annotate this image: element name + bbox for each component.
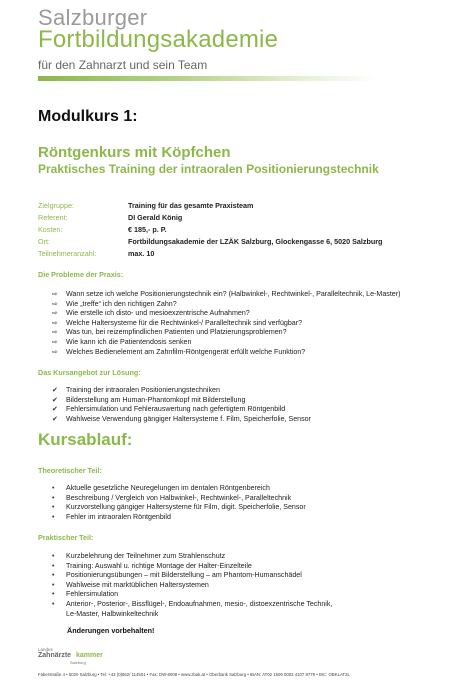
- logo-gradient-bar: [38, 76, 378, 81]
- list-item: ⇨ Wann setze ich welche Positionierungstechnik ein? (Halbwinkel-, Rechtwinkel-, Paralleltechnik, Le-Master): [52, 290, 401, 298]
- info-row-teilnehmeranzahl: [38, 248, 458, 260]
- logo-line-salzburger: Salzburger: [38, 5, 148, 30]
- list-item: ✔ Fehlersimulation und Fehlerauswertung nach gefertigtem Röntgenbild: [52, 405, 286, 414]
- arrow-icon: ⇨: [52, 300, 58, 308]
- info-value: max. 10: [128, 249, 155, 258]
- theory-heading: Theoretischer Teil:: [38, 466, 102, 475]
- list-item: ✔ Training der intraoralen Positionierungstechniken: [52, 386, 220, 394]
- list-item: • Wahlweise mit marktüblichen Haltersystemen: [52, 580, 209, 589]
- list-item: • Fehler im intraoralen Röntgenbild: [52, 512, 171, 521]
- list-item: ⇨ Welches Bedienelement am Zahnfilm-Röntgengerät erfüllt welche Funktion?: [52, 347, 306, 356]
- academy-logo: [38, 6, 438, 78]
- info-label: Zielgruppe:: [38, 201, 74, 210]
- info-label: Kosten:: [38, 225, 63, 234]
- list-item: ✔ Bilderstellung am Human-Phantomkopf mit Bilderstellung: [52, 395, 246, 404]
- bullet-icon: •: [52, 581, 55, 589]
- kursablauf-heading: Kursablauf:: [38, 430, 133, 449]
- course-title: Röntgenkurs mit Köpfchen: [38, 144, 231, 161]
- arrow-icon: ⇨: [52, 348, 58, 356]
- list-item: • Training: Auswahl u. richtige Montage der Halter-Einzelteile: [52, 561, 252, 570]
- list-item: ⇨ Wie kann ich die Patientendosis senken: [52, 337, 192, 346]
- checkmark-icon: ✔: [52, 387, 58, 394]
- checkmark-icon: ✔: [52, 415, 58, 423]
- course-subtitle: Praktisches Training der intraoralen Positionierungstechnik: [38, 162, 379, 176]
- bullet-icon: •: [52, 553, 55, 560]
- list-item: • Positionierungsübungen – mit Bilderstellung – am Phantom-Humanschädel: [52, 571, 302, 580]
- info-label: Teilnehmeranzahl:: [38, 249, 97, 258]
- checkmark-icon: ✔: [52, 396, 58, 404]
- list-item: • Anterior-, Posterior-, Bissflügel-, Endoaufnahmen, mesio-, distoexzentrische Technik, Le-Master, Halbwinkeltechnik: [52, 599, 333, 618]
- bullet-icon: •: [52, 504, 55, 512]
- info-row-referent: [38, 212, 458, 224]
- chamber-logo-main-accent: kammer: [76, 652, 103, 659]
- chamber-logo-main: Zahnärzte: [38, 652, 72, 659]
- chamber-logo: [38, 647, 103, 669]
- arrow-icon: ⇨: [52, 291, 58, 298]
- info-row-kosten: [38, 224, 458, 236]
- bullet-icon: •: [52, 485, 55, 492]
- practice-heading: Praktischer Teil:: [38, 533, 94, 542]
- arrow-icon: ⇨: [52, 329, 58, 337]
- info-row-ort: [38, 236, 458, 248]
- bullet-icon: •: [52, 562, 55, 570]
- bullet-icon: •: [52, 494, 55, 502]
- list-item: • Kurzbelehrung der Teilnehmer zum Strahlenschutz: [52, 552, 226, 560]
- offer-heading: Das Kursangebot zur Lösung:: [38, 368, 141, 377]
- bullet-icon: •: [52, 591, 55, 599]
- footer-address: Faberstraße 4 • 5020 Salzburg • Tel: +43 (0)662/ 114501 • Fax: DW-8008 • www.zbak.at • Oberbank Salzburg • IBAN: AT02 1509 0003 4107 8779 • BIC: OBKLAT2L: [38, 672, 350, 677]
- info-label: Referent:: [38, 213, 68, 222]
- list-item: ⇨ Wie „treffe“ ich den richtigen Zahn?: [52, 299, 177, 308]
- arrow-icon: ⇨: [52, 310, 58, 318]
- chamber-logo-prefix: Landes: [38, 647, 53, 652]
- list-item: • Kurzvorstellung gängiger Haltersysteme für Film, digit. Speicherfolie, Sensor: [52, 503, 306, 512]
- checkmark-icon: ✔: [52, 406, 58, 414]
- list-item: • Aktuelle gesetzliche Neuregelungen im dentalen Röntgenbereich: [52, 484, 270, 492]
- info-value: DI Gerald König: [128, 213, 183, 222]
- chamber-logo-city: Salzburg: [70, 660, 86, 665]
- info-value: Training für das gesamte Praxisteam: [128, 201, 254, 210]
- info-row-zielgruppe: [38, 200, 458, 212]
- practice-list: [52, 552, 462, 619]
- modul-title: Modulkurs 1:: [38, 108, 138, 125]
- bullet-icon: •: [52, 513, 55, 521]
- info-value: Fortbildungsakademie der LZÄK Salzburg, Glockengasse 6, 5020 Salzburg: [128, 237, 383, 246]
- bullet-icon: •: [52, 600, 55, 608]
- logo-line-fortbildungsakademie: Fortbildungsakademie: [38, 26, 279, 53]
- problems-heading: Die Probleme der Praxis:: [38, 270, 124, 279]
- list-item: • Fehlersimulation: [52, 590, 119, 599]
- arrow-icon: ⇨: [52, 338, 58, 346]
- offer-list: [52, 386, 462, 424]
- list-item: ⇨ Welche Haltersysteme für die Rechtwinkel-/ Paralleltechnik sind verfügbar?: [52, 318, 303, 327]
- course-info-table: [38, 200, 458, 260]
- changes-note: Änderungen vorbehalten!: [67, 626, 155, 635]
- logo-tagline: für den Zahnarzt und sein Team: [38, 58, 208, 72]
- list-item: • Beschreibung / Vergleich von Halbwinkel-, Rechtwinkel-, Paralleltechnik: [52, 493, 292, 502]
- list-item: ⇨ Wie erstelle ich disto- und mesioexzentrische Aufnahmen?: [52, 309, 250, 318]
- arrow-icon: ⇨: [52, 319, 58, 327]
- info-value: € 185,- p. P.: [128, 225, 167, 234]
- bullet-icon: •: [52, 572, 55, 580]
- problems-list: [52, 290, 462, 357]
- list-item: ✔ Wahlweise Verwendung gängiger Haltersysteme f. Film, Speicherfolie, Sensor: [52, 414, 311, 423]
- theory-list: [52, 484, 462, 522]
- list-item: ⇨ Was tun, bei reizempfindlichen Patienten und Platzierungsproblemen?: [52, 328, 287, 337]
- info-label: Ort:: [38, 237, 50, 246]
